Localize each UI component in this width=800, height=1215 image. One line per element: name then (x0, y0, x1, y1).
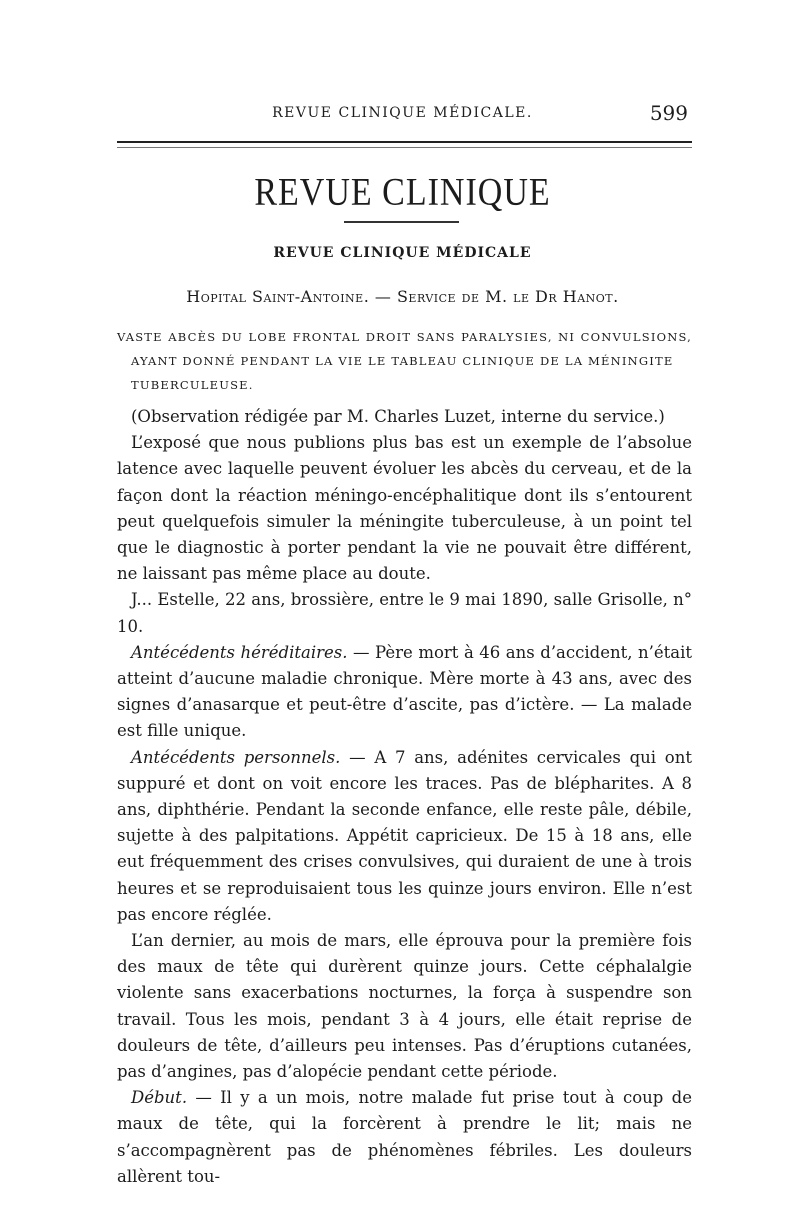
running-head-title: REVUE CLINIQUE MÉDICALE. (272, 105, 533, 121)
paragraph (117, 928, 692, 1085)
case-abstract (117, 325, 692, 397)
abstract-line: TUBERCULEUSE. (131, 378, 254, 392)
paragraph-label: Antécédents personnels. (131, 747, 341, 767)
observation-note: (Observation rédigée par M. Charles Luzet, interne du service.) (131, 407, 665, 426)
abstract-line: VASTE ABCÈS DU LOBE FRONTAL DROIT SANS PARALYSIES, NI CONVULSIONS, (117, 330, 692, 344)
paragraph-text: — A 7 ans, adénites cervicales qui ont suppuré et dont on voit encore les traces. Pas de blépharites. A 8 ans, diphthérie. Pendant la seconde enfance, elle reste pâle, débile, sujette à des palpitations. Appétit capricieux. De 15 à 18 ans, elle eut fréquemment des crises convulsives, qui duraient de une à trois heures et se reproduisaient tous les quinze jours environ. Elle n’est pas encore réglée. (117, 747, 692, 924)
paragraph (117, 640, 692, 745)
paragraph-text: — Père mort à 46 ans d’accident, n’était atteint d’aucune maladie chronique. Mère morte à 43 ans, avec des signes d’anasarque et peut-être d’ascite, pas d’ictère. — La malade est fille unique. (117, 642, 693, 741)
paragraph-text: L’exposé que nous publions plus bas est un exemple de l’absolue latence avec laquelle peuvent évoluer les abcès du cerveau, et de la façon dont la réaction méningo-encéphalitique dont ils s’entourent peut quelquefois simuler la méningite tuberculeuse, à un point tel que le diagnostic à porter pendant la vie ne pouvait être différent, ne laissant pas même place au doute. (117, 433, 692, 584)
section-title: REVUE CLINIQUE (254, 171, 551, 214)
paragraph (117, 587, 692, 639)
paragraph (117, 1085, 692, 1190)
paragraph-label: Début. (131, 1088, 188, 1108)
paragraph (117, 430, 692, 587)
paragraph-text: — Il y a un mois, notre malade fut prise tout à coup de maux de tête, qui la forcèrent à prendre le lit; mais ne s’accompagnèrent pas de phénomènes fébriles. Les douleurs allèrent tou- (117, 1088, 692, 1186)
running-head (115, 101, 690, 127)
paragraph-text: L’an dernier, au mois de mars, elle éprouva pour la première fois des maux de tête qui durèrent quinze jours. Cette céphalalgie violente sans exacerbations nocturnes, la força à suspendre son travail. Tous les mois, pendant 3 à 4 jours, elle était reprise de douleurs de tête, d’ailleurs peu intenses. Pas d’éruptions cutanées, pas d’angines, pas d’alopécie pendant cette période. (117, 931, 692, 1082)
abstract-line: AYANT DONNÉ PENDANT LA VIE LE TABLEAU CLINIQUE DE LA MÉNINGITE (131, 354, 674, 368)
header-rule-thin (117, 147, 692, 148)
paragraph (117, 745, 692, 928)
page-number: 599 (649, 101, 688, 125)
paragraph-text: J... Estelle, 22 ans, brossière, entre le 9 mai 1890, salle Grisolle, n° 10. (117, 590, 692, 636)
header-rule (117, 141, 692, 143)
service-line: Hopital Saint-Antoine. — Service de M. le Dr Hanot. (186, 287, 619, 306)
subsection-title: REVUE CLINIQUE MÉDICALE (273, 245, 532, 261)
paragraph-label: Antécédents héréditaires. (131, 642, 348, 662)
article-body (117, 404, 692, 1190)
title-divider (344, 221, 459, 223)
